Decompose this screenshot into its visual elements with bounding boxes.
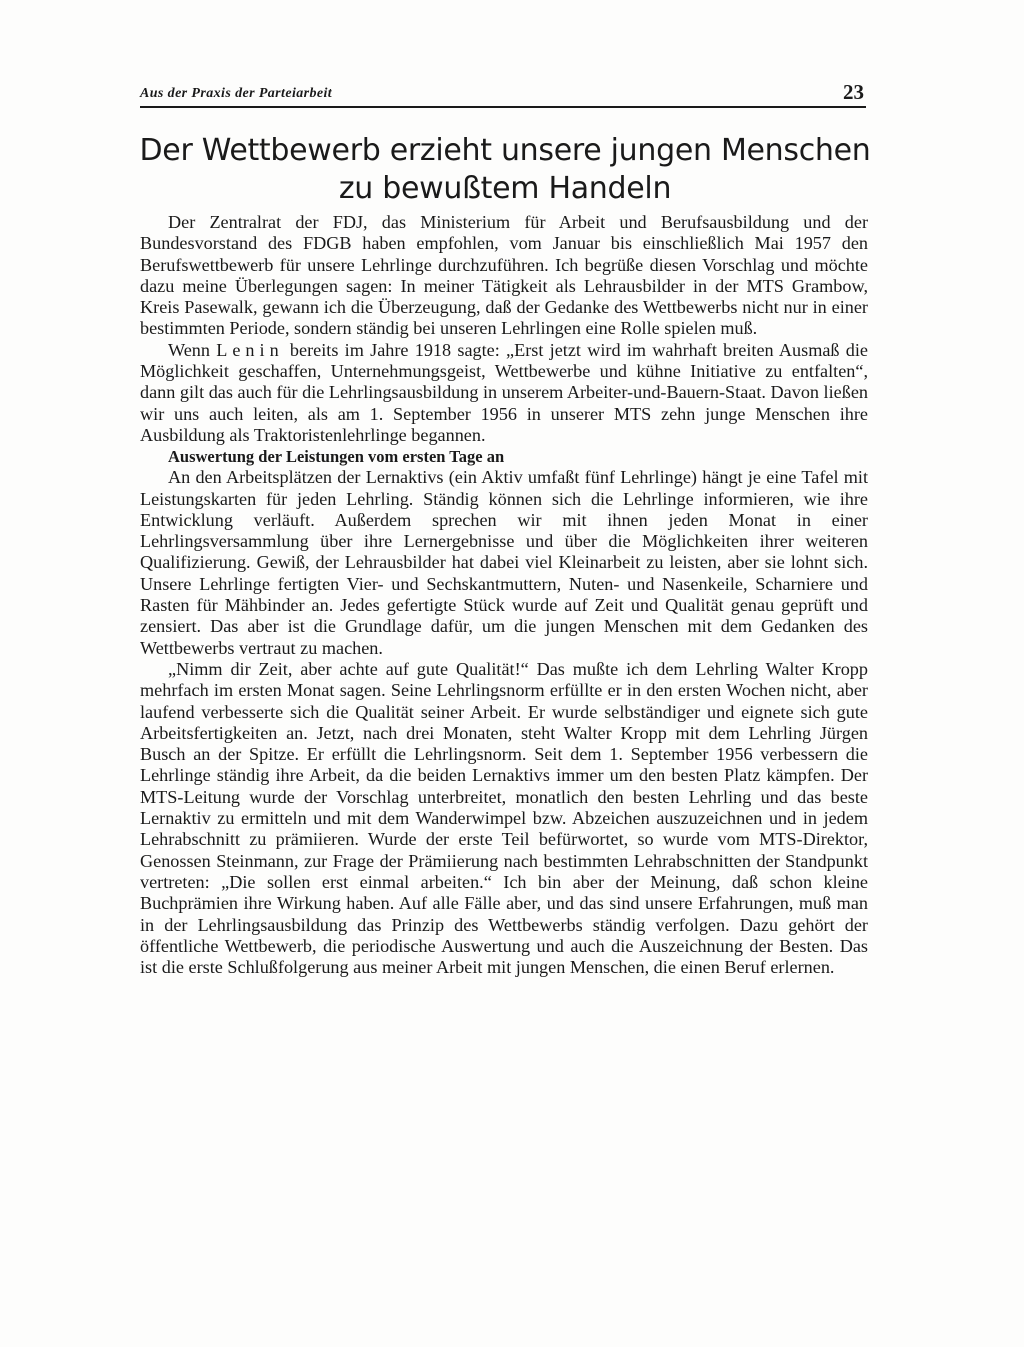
paragraph-2 [140, 340, 868, 446]
running-title: Aus der Praxis der Parteiarbeit [140, 86, 333, 101]
paragraph-3: An den Arbeitsplätzen der Lernaktivs (ein Aktiv umfaßt fünf Lehrlinge) hängt je eine Tafel mit Leistungskarten für jeden Lehrling. Ständig können sich die Lehrlinge informieren, wie ihre Entwicklung verläuft. Außerdem sprechen wir mit ihnen jeden Monat in einer Lehrlingsversammlung über ihre Lernergebnisse und über die Möglichkeiten ihrer weiteren Qualifizierung. Gewiß, der Lehrausbilder hat dabei viel Kleinarbeit zu leisten, aber sie lohnt sich. Unsere Lehrlinge fertigten Vier- und Sechskantmuttern, Nuten- und Nasenkeile, Scharniere und Rasten für Mähbinder an. Jedes gefertigte Stück wurde auf Zeit und Qualität genau geprüft und zensiert. Das aber ist die Grundlage dafür, um die jungen Menschen mit dem Gedanken des Wettbewerbs vertraut zu machen. [140, 467, 868, 658]
paragraph-2-start: Wenn [168, 339, 217, 360]
article-body [140, 212, 868, 978]
article-title [120, 132, 890, 208]
page-number: 23 [843, 80, 864, 104]
name-lenin: Lenin [216, 339, 284, 360]
paragraph-1: Der Zentralrat der FDJ, das Ministerium für Arbeit und Berufsausbildung und der Bundesvorstand des FDGB haben empfohlen, vom Januar bis einschließlich Mai 1957 den Berufswettbewerb für unsere Lehrlinge durchzuführen. Ich begrüße diesen Vorschlag und möchte dazu meine Überlegungen sagen: In meiner Tätigkeit als Lehrausbilder in der MTS Grambow, Kreis Pasewalk, gewann ich die Überzeugung, daß der Gedanke des Wettbewerbs nicht nur in einer bestimmten Periode, sondern ständig bei unseren Lehrlingen eine Rolle spielen muß. [140, 212, 868, 339]
running-header [140, 80, 866, 108]
section-heading: Auswertung der Leistungen vom ersten Tage an [168, 447, 505, 467]
paragraph-2-rest: bereits im Jahre 1918 sagte: „Erst jetzt wird im wahrhaft breiten Ausmaß die Möglichkeit geschaffen, Unternehmungsgeist, Wettbewerbe und kühne Initiative zu entfalten“, dann gilt das auch für die Lehrlingsausbildung in unserem Arbeiter-und-Bauern-Staat. Davon ließen wir uns auch leiten, als am 1. September 1956 in unserer MTS zehn junge Menschen ihre Ausbildung als Traktoristenlehrlinge begannen. [140, 339, 868, 445]
article-title-line-2: zu bewußtem Handeln [338, 171, 672, 206]
paragraph-4: „Nimm dir Zeit, aber achte auf gute Qualität!“ Das mußte ich dem Lehrling Walter Kropp mehrfach im ersten Monat sagen. Seine Lehrlingsnorm erfüllte er in den ersten Wochen nicht, aber laufend verbesserte sich die Qualität seiner Arbeit. Er wurde selbständiger und eignete sich gute Arbeitsfertigkeiten an. Jetzt, nach drei Monaten, steht Walter Kropp mit dem Lehrling Jürgen Busch an der Spitze. Er erfüllt die Lehrlingsnorm. Seit dem 1. September 1956 verbessern die Lehrlinge ständig ihre Arbeit, da die beiden Lernaktivs immer um den besten Platz kämpfen. Der MTS-Leitung wurde der Vorschlag unterbreitet, monatlich den besten Lehrling und das beste Lernaktiv zu ermitteln und mit dem Wanderwimpel bzw. Abzeichen auszuzeichnen und in jedem Lehrabschnitt zu prämiieren. Wurde der erste Teil befürwortet, so wurde vom MTS-Direktor, Genossen Steinmann, zur Frage der Prämiierung nach bestimmten Lehrabschnitten der Standpunkt vertreten: „Die sollen erst einmal arbeiten.“ Ich bin aber der Meinung, daß schon kleine Buchprämien ihre Wirkung haben. Auf alle Fälle aber, und das sind unsere Erfahrungen, muß man in der Lehrlingsausbildung das Prinzip des Wettbewerbs ständig verfolgen. Dazu gehört der öffentliche Wettbewerb, die periodische Auswertung und auch die Auszeichnung der Besten. Das ist die erste Schlußfolgerung aus meiner Arbeit mit jungen Menschen, die einen Beruf erlernen. [140, 658, 868, 978]
article-title-line-1: Der Wettbewerb erzieht unsere jungen Menschen [139, 133, 871, 168]
